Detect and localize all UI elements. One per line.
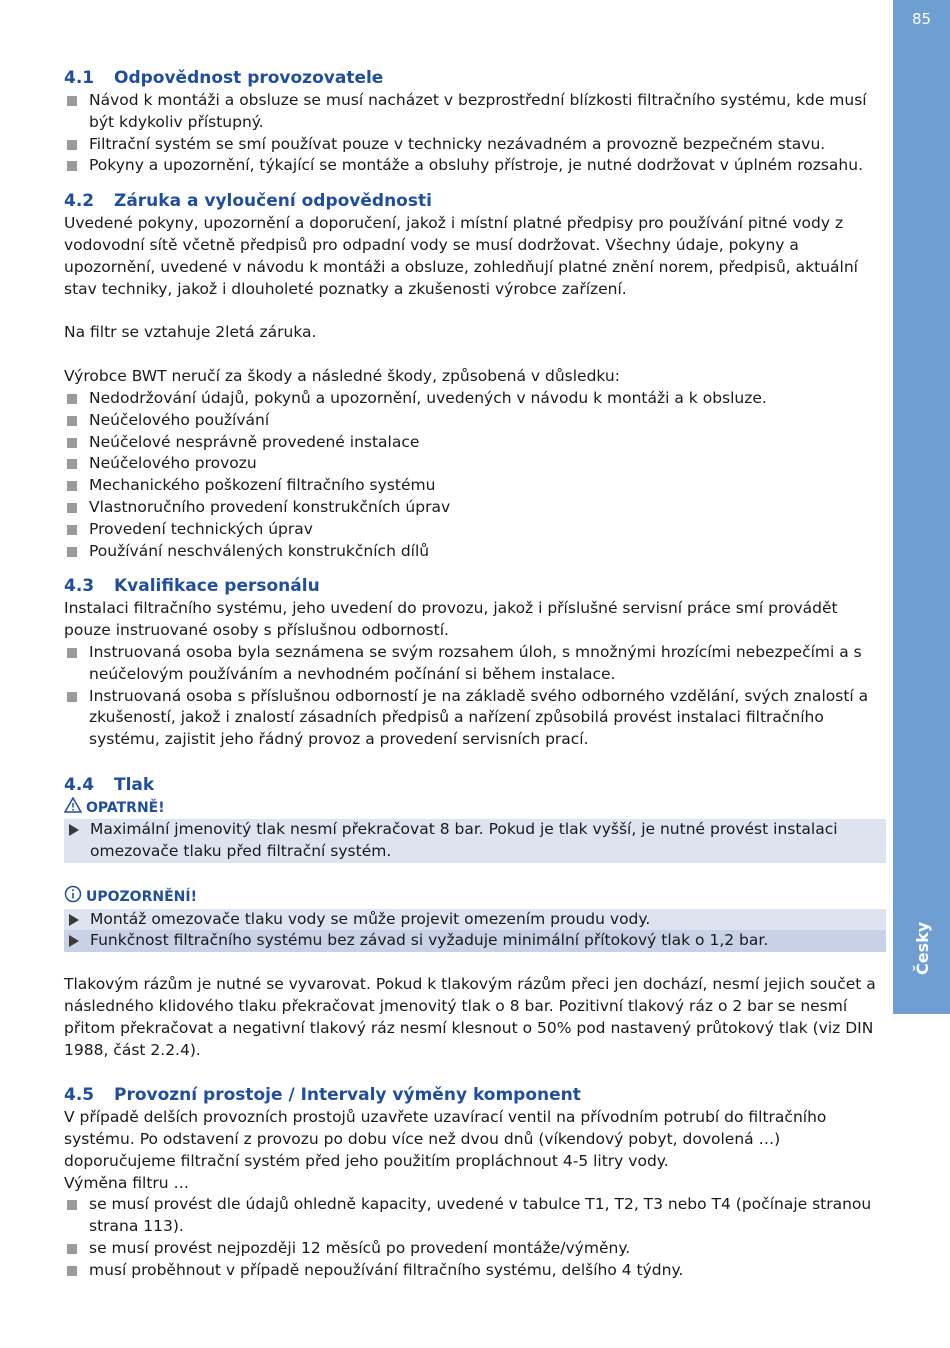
list-item: musí proběhnout v případě nepoužívání filtračního systému, delšího 4 týdny. bbox=[64, 1260, 886, 1282]
list-item: Nedodržování údajů, pokynů a upozornění, uvedených v návodu k montáži a k obsluze. bbox=[64, 388, 886, 410]
section-number: 4.1 bbox=[64, 68, 95, 88]
section-title: Tlak bbox=[114, 774, 155, 795]
list-item: Instruovaná osoba byla seznámena se svým rozsahem úloh, s množnými hrozícími nebezpečími a s neúčelovým používáním a nevhodném počínání si během instalace. bbox=[64, 642, 886, 686]
list-item: Provedení technických úprav bbox=[64, 519, 886, 541]
notice-item: Montáž omezovače tlaku vody se může projevit omezením proudu vody. bbox=[64, 909, 886, 931]
notice-heading bbox=[64, 885, 886, 909]
list-item: se musí provést dle údajů ohledně kapacity, uvedené v tabulce T1, T2, T3 nebo T4 (počínaje stranou strana 113). bbox=[64, 1194, 886, 1238]
bullet-list bbox=[64, 1194, 886, 1281]
list-item: Návod k montáži a obsluze se musí nacházet v bezprostřední blízkosti filtračního systému, kde musí být kdykoliv přístupný. bbox=[64, 90, 886, 134]
language-label: Česky bbox=[913, 921, 932, 975]
list-item: Používání neschválených konstrukčních dílů bbox=[64, 541, 886, 563]
section-number: 4.4 bbox=[64, 774, 95, 795]
list-item: Vlastnoručního provedení konstrukčních úprav bbox=[64, 497, 886, 519]
section-number: 4.2 bbox=[64, 191, 95, 212]
list-item: Mechanického poškození filtračního systému bbox=[64, 475, 886, 497]
section-heading-4-4 bbox=[64, 773, 886, 797]
section-title: Odpovědnost provozovatele bbox=[114, 68, 384, 88]
paragraph: Tlakovým rázům je nutné se vyvarovat. Pokud k tlakovým rázům přeci jen dochází, nesmí jejich součet a následného klidového tlaku překračovat jmenovitý tlak o 8 bar. Pozitivní tlakový ráz o 2 bar se nesmí přitom překračovat a negativní tlakový ráz nesmí klesnout o 50% pod nastavený průtokový tlak (viz DIN 1988, část 2.2.4). bbox=[64, 975, 876, 1059]
section-number: 4.5 bbox=[64, 1085, 95, 1106]
page-content bbox=[64, 66, 886, 1282]
list-item: Pokyny a upozornění, týkající se montáže a obsluhy přístroje, je nutné dodržovat v úplném rozsahu. bbox=[64, 155, 886, 177]
caution-box: Maximální jmenovitý tlak nesmí překračovat 8 bar. Pokud je tlak vyšší, je nutné provést instalaci omezovače tlaku před filtrační systém. bbox=[64, 819, 886, 863]
paragraph: Výrobce BWT neručí za škody a následné škody, způsobená v důsledku: bbox=[64, 367, 620, 386]
paragraph-lead: Výměna filtru … bbox=[64, 1173, 190, 1192]
list-item: Neúčelového používání bbox=[64, 410, 886, 432]
bullet-list bbox=[64, 388, 886, 562]
notice-label: UPOZORNĚNÍ! bbox=[86, 888, 197, 905]
paragraph: Uvedené pokyny, upozornění a doporučení, jakož i místní platné předpisy pro používání pitné vody z vodovodní sítě včetně předpisů pro odpadní vody se musí dodržovat. Všechny údaje, pokyny a upozornění, uvedené v návodu k montáži a obsluze, zohledňují platné znění norem, předpisů, aktuální stav techniky, jakož i dlouholeté poznatky a zkušenosti výrobce zařízení. bbox=[64, 214, 858, 298]
list-item: Instruovaná osoba s příslušnou odborností je na základě svého odborného vzdělání, svých znalostí a zkušeností, jakož i znalostí zásadních předpisů a nařízení způsobilá provést instalaci filtračního systému, zajistit jeho řádný provoz a provedení servisních prací. bbox=[64, 686, 886, 751]
section-heading-4-2 bbox=[64, 189, 886, 213]
bullet-list bbox=[64, 90, 886, 177]
section-heading-4-5 bbox=[64, 1083, 886, 1107]
section-heading-4-3 bbox=[64, 574, 886, 598]
notice-item: Funkčnost filtračního systému bez závad si vyžaduje minimální přítokový tlak o 1,2 bar. bbox=[64, 930, 886, 952]
section-number: 4.3 bbox=[64, 576, 95, 597]
warning-triangle-icon bbox=[64, 797, 86, 819]
section-title: Kvalifikace personálu bbox=[114, 576, 320, 597]
list-item: Neúčelové nesprávně provedené instalace bbox=[64, 432, 886, 454]
caution-heading bbox=[64, 797, 886, 819]
section-title: Provozní prostoje / Intervaly výměny komponent bbox=[114, 1085, 581, 1106]
caution-label: OPATRNĚ! bbox=[86, 799, 165, 816]
page-number: 85 bbox=[911, 10, 932, 28]
bullet-list bbox=[64, 642, 886, 751]
info-circle-icon bbox=[64, 885, 86, 909]
list-item: Filtrační systém se smí používat pouze v technicky nezávadném a provozně bezpečném stavu. bbox=[64, 134, 886, 156]
list-item: Neúčelového provozu bbox=[64, 453, 886, 475]
language-side-tab bbox=[893, 0, 950, 1014]
section-title: Záruka a vyloučení odpovědnosti bbox=[114, 191, 432, 212]
list-item: se musí provést nejpozději 12 měsíců po provedení montáže/výměny. bbox=[64, 1238, 886, 1260]
section-heading-4-1 bbox=[64, 66, 886, 90]
paragraph: Na filtr se vztahuje 2letá záruka. bbox=[64, 323, 317, 342]
paragraph: V případě delších provozních prostojů uzavřete uzavírací ventil na přívodním potrubí do filtračního systému. Po odstavení z provozu po dobu více než dvou dnů (víkendový pobyt, dovolená …) doporučujeme filtrační systém před jeho použitím propláchnout 4-5 litry vody. bbox=[64, 1108, 827, 1170]
paragraph: Instalaci filtračního systému, jeho uvedení do provozu, jakož i příslušné servisní práce smí provádět pouze instruované osoby s příslušnou odborností. bbox=[64, 599, 838, 640]
